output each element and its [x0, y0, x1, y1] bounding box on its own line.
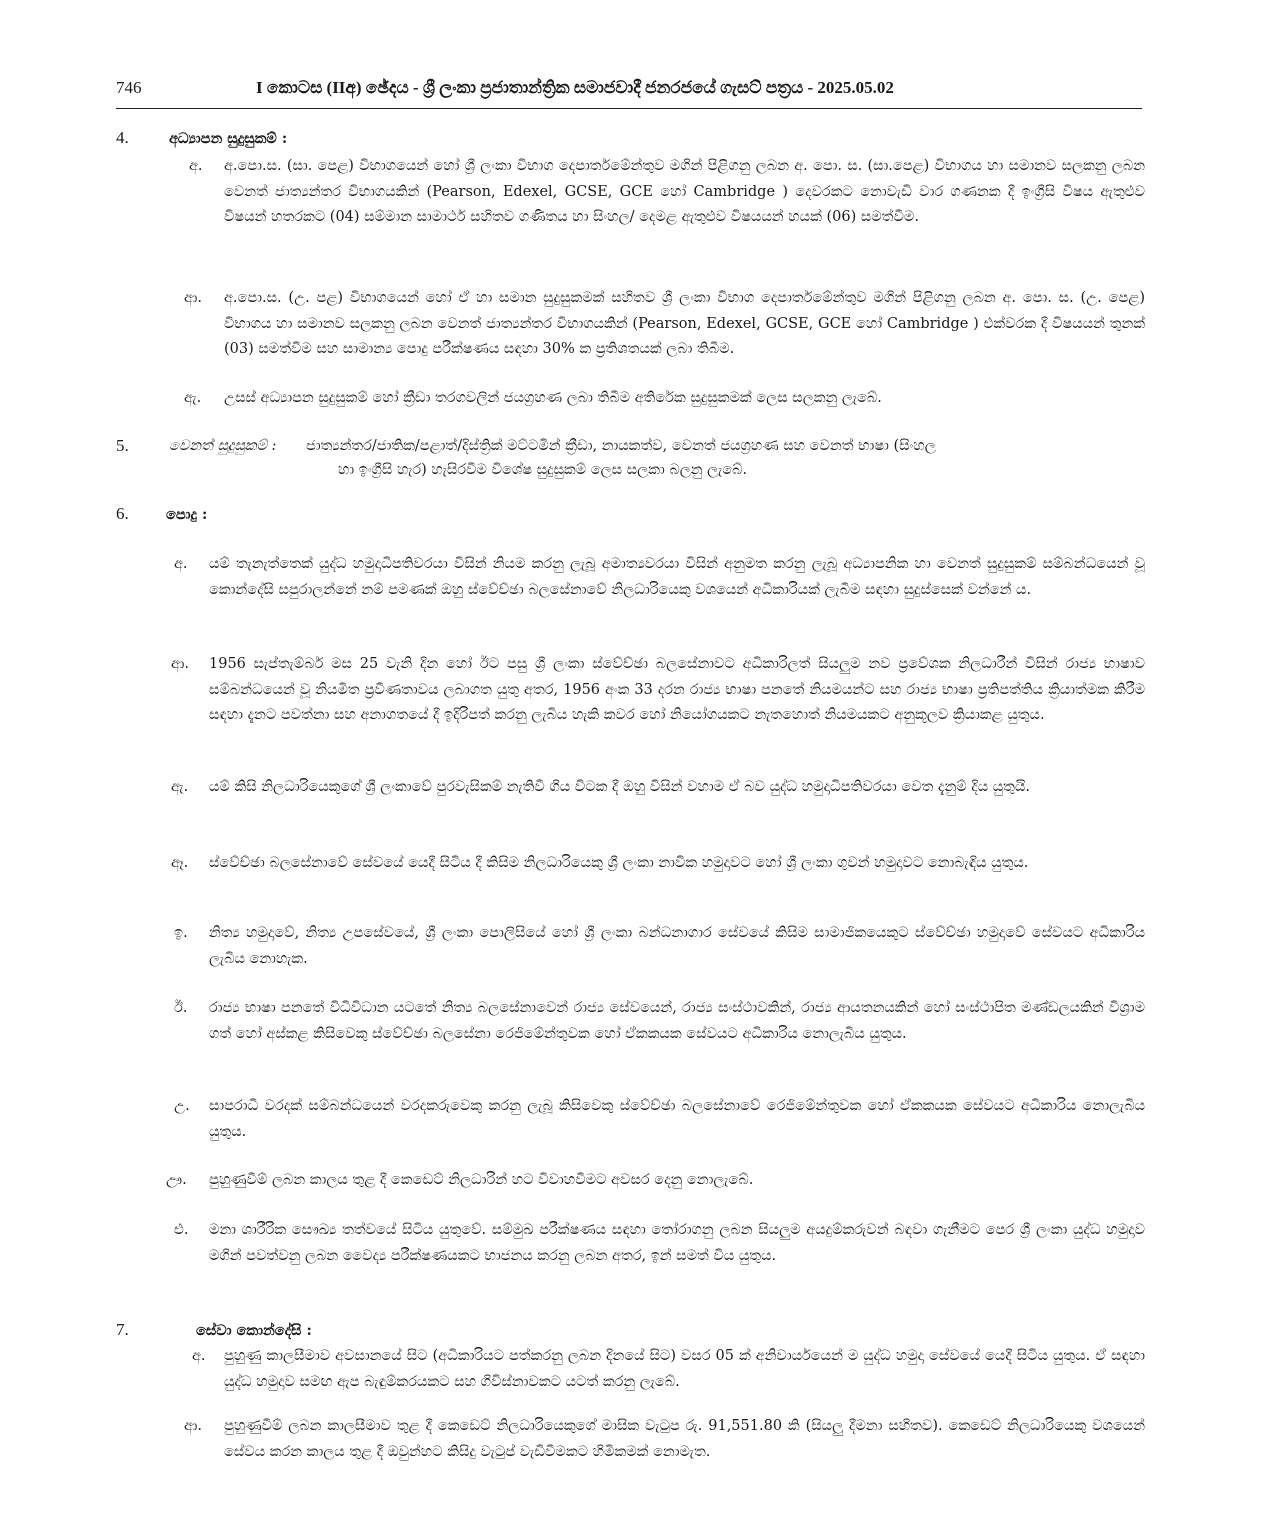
item-text: මනා ශාරීරික සෞඛ්‍ය තත්වයේ සිටිය යුතුවේ. සම්මුඛ පරීක්ෂණය සඳහා තෝරාගනු ලබන සියලුම අයදුම්කරුවන් බඳවා ගැනීමට පෙර ශ්‍රී ලංකා යුද්ධ හමුදාව මගින් පවත්වනු ලබන වෛද්‍ය පරීක්ෂණයකට භාජනය කරනු ලබන අතර, ඉන් සමත් විය යුතුය. — [209, 1222, 1145, 1264]
item-text: යම් තැනැත්තෙක් යුද්ධ හමුදාධිපතිවරයා විසින් නියම කරනු ලැබූ අමාත්‍යවරයා විසින් අනුමත කරනු ලැබූ අධ්‍යාපනික හා වෙනත් සුදුසුකම් සම්බන්ධයෙන් වූ කොන්දේසි සපුරාලන්නේ නම් පමණක් ඔහු ස්වේච්ඡා බලසේනාවේ නිලධාරියෙකු වශයෙන් අධිකාරියක් ලැබීම සඳහා සුදුස්සෙක් වන්නේ ය. — [209, 556, 1145, 598]
section-text-line: හා ඉංග්‍රීසි හැර) හැසිරවීම විශේෂ සුදුසුකම් ලෙස සලකා බලනු ලැබේ. — [338, 462, 748, 478]
item-marker: ඉ. — [174, 925, 188, 941]
item-marker: ආ. — [171, 656, 189, 672]
page-header — [116, 74, 1142, 109]
item-marker: ඊ. — [174, 1000, 188, 1016]
item-marker: ඈ. — [171, 855, 189, 871]
item-marker: එ. — [174, 1222, 189, 1238]
item-marker: අ. — [189, 158, 203, 174]
item-marker: ඌ. — [166, 1172, 187, 1188]
item-text: සාපරාධී වරදක් සම්බන්ධයෙන් වරදකරුවෙකු කරනු ලැබූ කිසිවෙකු ස්වේච්ඡා බලසේනාවේ රෙජිමේන්තුවක හෝ ඒකකයක සේවයට අධිකාරිය නොලැබිය යුතුය. — [209, 1098, 1145, 1140]
page-number: 746 — [116, 78, 142, 97]
section-title: පොදු : — [166, 506, 208, 523]
item-text: අ.පො.ස. (සා. පෙළ) විභාගයෙන් හෝ ශ්‍රී ලංකා විභාග දෙපාර්තමේන්තුව මගින් පිළිගනු ලබන අ. පො. ස. (සා.පෙළ) විභාගය හා සමානව සලකනු ලබන වෙනත් ජාත්‍යන්තර විභාගයකින් (Pearson, Edexel, GCSE, GCE හෝ Cambridge ) දෙවරකට නොවැඩි වාර ගණනක දී ඉංග්‍රීසි විෂය ඇතුළුව විෂයන් හතරකට (04) සම්මාන සාමාර්ථ සහිතව ගණිතය හා සිංහල/ දෙමළ ඇතුළුව විෂයයන් හයක් (06) සමත්වීම. — [224, 158, 1145, 225]
section-number: 6. — [116, 504, 129, 523]
item-marker: අ. — [174, 556, 188, 572]
item-text: ස්වේච්ඡා බලසේනාවේ සේවයේ යෙදී සිටිය දී කිසිම නිලධාරියෙකු ශ්‍රී ලංකා නාවික හමුදාවට හෝ ශ්‍රී ලංකා ගුවන් හමුදාවට නොබැඳිය යුතුය. — [209, 855, 1029, 871]
section-number: 4. — [116, 128, 129, 147]
item-text: රාජ්‍ය භාෂා පනතේ විධිවිධාන යටතේ නිත්‍ය බලසේනාවෙන් රාජ්‍ය සේවයෙන්, රාජ්‍ය සංස්ථාවකින්, රාජ්‍ය ආයතනයකින් හෝ සංස්ථාපිත මණ්ඩලයකින් විශ්‍රාම ගත් හෝ අස්කළ කිසිවෙකු ස්වේච්ඡා බලසේනා රෙජිමේන්තුවක හෝ ඒකකයක සේවයට අධිකාරිය නොලැබිය යුතුය. — [209, 1000, 1145, 1042]
item-text: පුහුණුවීම් ලබන කාලය තුළ දී කෙඩෙට් නිලධාරින් හට විවාහවීමට අවසර දෙනු නොලැබේ. — [209, 1172, 754, 1188]
gazette-title: I කොටස (IIඅ) ඡේදය - ශ්‍රී ලංකා ප්‍රජාතාන්ත්‍රික සමාජවාදී ජනරජයේ ගැසට් පත්‍රය - 2025.05.02 — [256, 78, 894, 97]
item-marker: ඇ. — [171, 779, 189, 795]
item-marker: ආ. — [184, 290, 202, 306]
section-title: සේවා කොන්දේසි : — [196, 1322, 312, 1339]
item-text: පුහුණු කාලසීමාව අවසානයේ සිට (අධිකාරියට පත්කරනු ලබන දිනයේ සිට) වසර 05 ක් අනිවාර්යයෙන් ම යුද්ධ හමුදා සේවයේ යෙදී සිටිය යුතුය. ඒ සඳහා යුද්ධ හමුදාව සමඟ ඇප බැඳුම්කරයකට සහ ගිවිස්නාවකට යටත් කරනු ලැබේ. — [224, 1348, 1145, 1390]
section-title: අධ්‍යාපන සුදුසුකම් : — [169, 130, 288, 147]
item-marker: ආ. — [184, 1418, 202, 1434]
item-text: අ.පො.ස. (උ. පළ) විභාගයෙන් හෝ ඒ හා සමාන සුදුසුකමක් සහිතව ශ්‍රී ලංකා විභාග දෙපාර්තමේන්තුව මගින් පිළිගනු ලබන අ. පො. ස. (උ. පෙළ) විභාගය හා සමානව සලකනු ලබන වෙනත් ජාත්‍යන්තර විභාගයකින් (Pearson, Edexel, GCSE, GCE හෝ Cambridge ) එක්වරක දී විෂයයන් තුනක් (03) සමත්වීම සහ සාමාන්‍ය පොදු පරීක්ෂණය සඳහා 30% ක ප්‍රතිශතයක් ලබා තිබීම. — [224, 290, 1145, 357]
section-text-line: ජාත්‍යන්තර/ජාතික/පළාත්/දිස්ත්‍රික් මට්ටමින් ක්‍රීඩා, නායකත්ව, වෙනත් ජයග්‍රහණ සහ වෙනත් භාෂා (සිංහල — [306, 438, 936, 454]
section-number: 7. — [116, 1320, 129, 1339]
item-text: 1956 සැප්තැම්බර් මස 25 වැනි දින හෝ ඊට පසු ශ්‍රී ලංකා ස්වේච්ඡා බලසේනාවට අධිකාරිලත් සියලුම නව ප්‍රවේශක නිලධාරීන් විසින් රාජ්‍ය භාෂාව සම්බන්ධයෙන් වූ නියමිත ප්‍රවීණතාවය ලබාගත යුතු අතර, 1956 අංක 33 දරන රාජ්‍ය භාෂා පනතේ නියමයන්ට සහ රාජ්‍ය භාෂා ප්‍රතිපත්තිය ක්‍රියාත්මක කිරීම සඳහා දැනට පවත්නා සහ අනාගතයේ දී ඉදිරිපත් කරනු ලැබිය හැකි කවර හෝ නියෝගයකට නැතහොත් නියමයකට අනුකූලව ක්‍රියාකළ යුතුය. — [209, 656, 1145, 723]
item-text: නිත්‍ය හමුදාවේ, නිත්‍ය උපසේවයේ, ශ්‍රී ලංකා පොලිසියේ හෝ ශ්‍රී ලංකා බන්ධනාගාර සේවයේ කිසිම සාමාජිකයෙකුට ස්වේච්ඡා හමුදාවේ සේවයට අධිකාරිය ලැබිය නොහැක. — [209, 925, 1145, 967]
section-number: 5. — [116, 436, 129, 455]
item-text: උසස් අධ්‍යාපන සුදුසුකම් හෝ ක්‍රීඩා තරගවලින් ජයග්‍රහණ ලබා තිබීම අතිරේක සුදුසුකමක් ලෙස සලකනු ලැබේ. — [224, 390, 882, 406]
item-text: යම් කිසි නිලධාරියෙකුගේ ශ්‍රී ලංකාවේ පුරවැසිකම් නැතිවී ගිය විටක දී ඔහු විසින් වහාම ඒ බව යුද්ධ හමුදාධිපතිවරයා වෙත දැනුම් දිය යුතුයි. — [209, 779, 1030, 795]
section-title: වෙනත් සුදුසුකම් : — [169, 438, 277, 454]
item-marker: උ. — [174, 1098, 190, 1114]
item-marker: ඇ. — [184, 390, 202, 406]
item-marker: අ. — [192, 1348, 206, 1364]
item-text: පුහුණුවීම් ලබන කාලසීමාව තුළ දී කෙඩෙට් නිලධාරියෙකුගේ මාසික වැටුප රු. 91,551.80 කි (සියලු දීමනා සහිතව). කෙඩෙට් නිලධාරියෙකු වශයෙන් සේවය කරන කාලය තුළ දී ඔවුන්හට කිසිදු වැටුප් වැඩිවීමකට හිමිකමක් නොමැත. — [224, 1418, 1145, 1460]
